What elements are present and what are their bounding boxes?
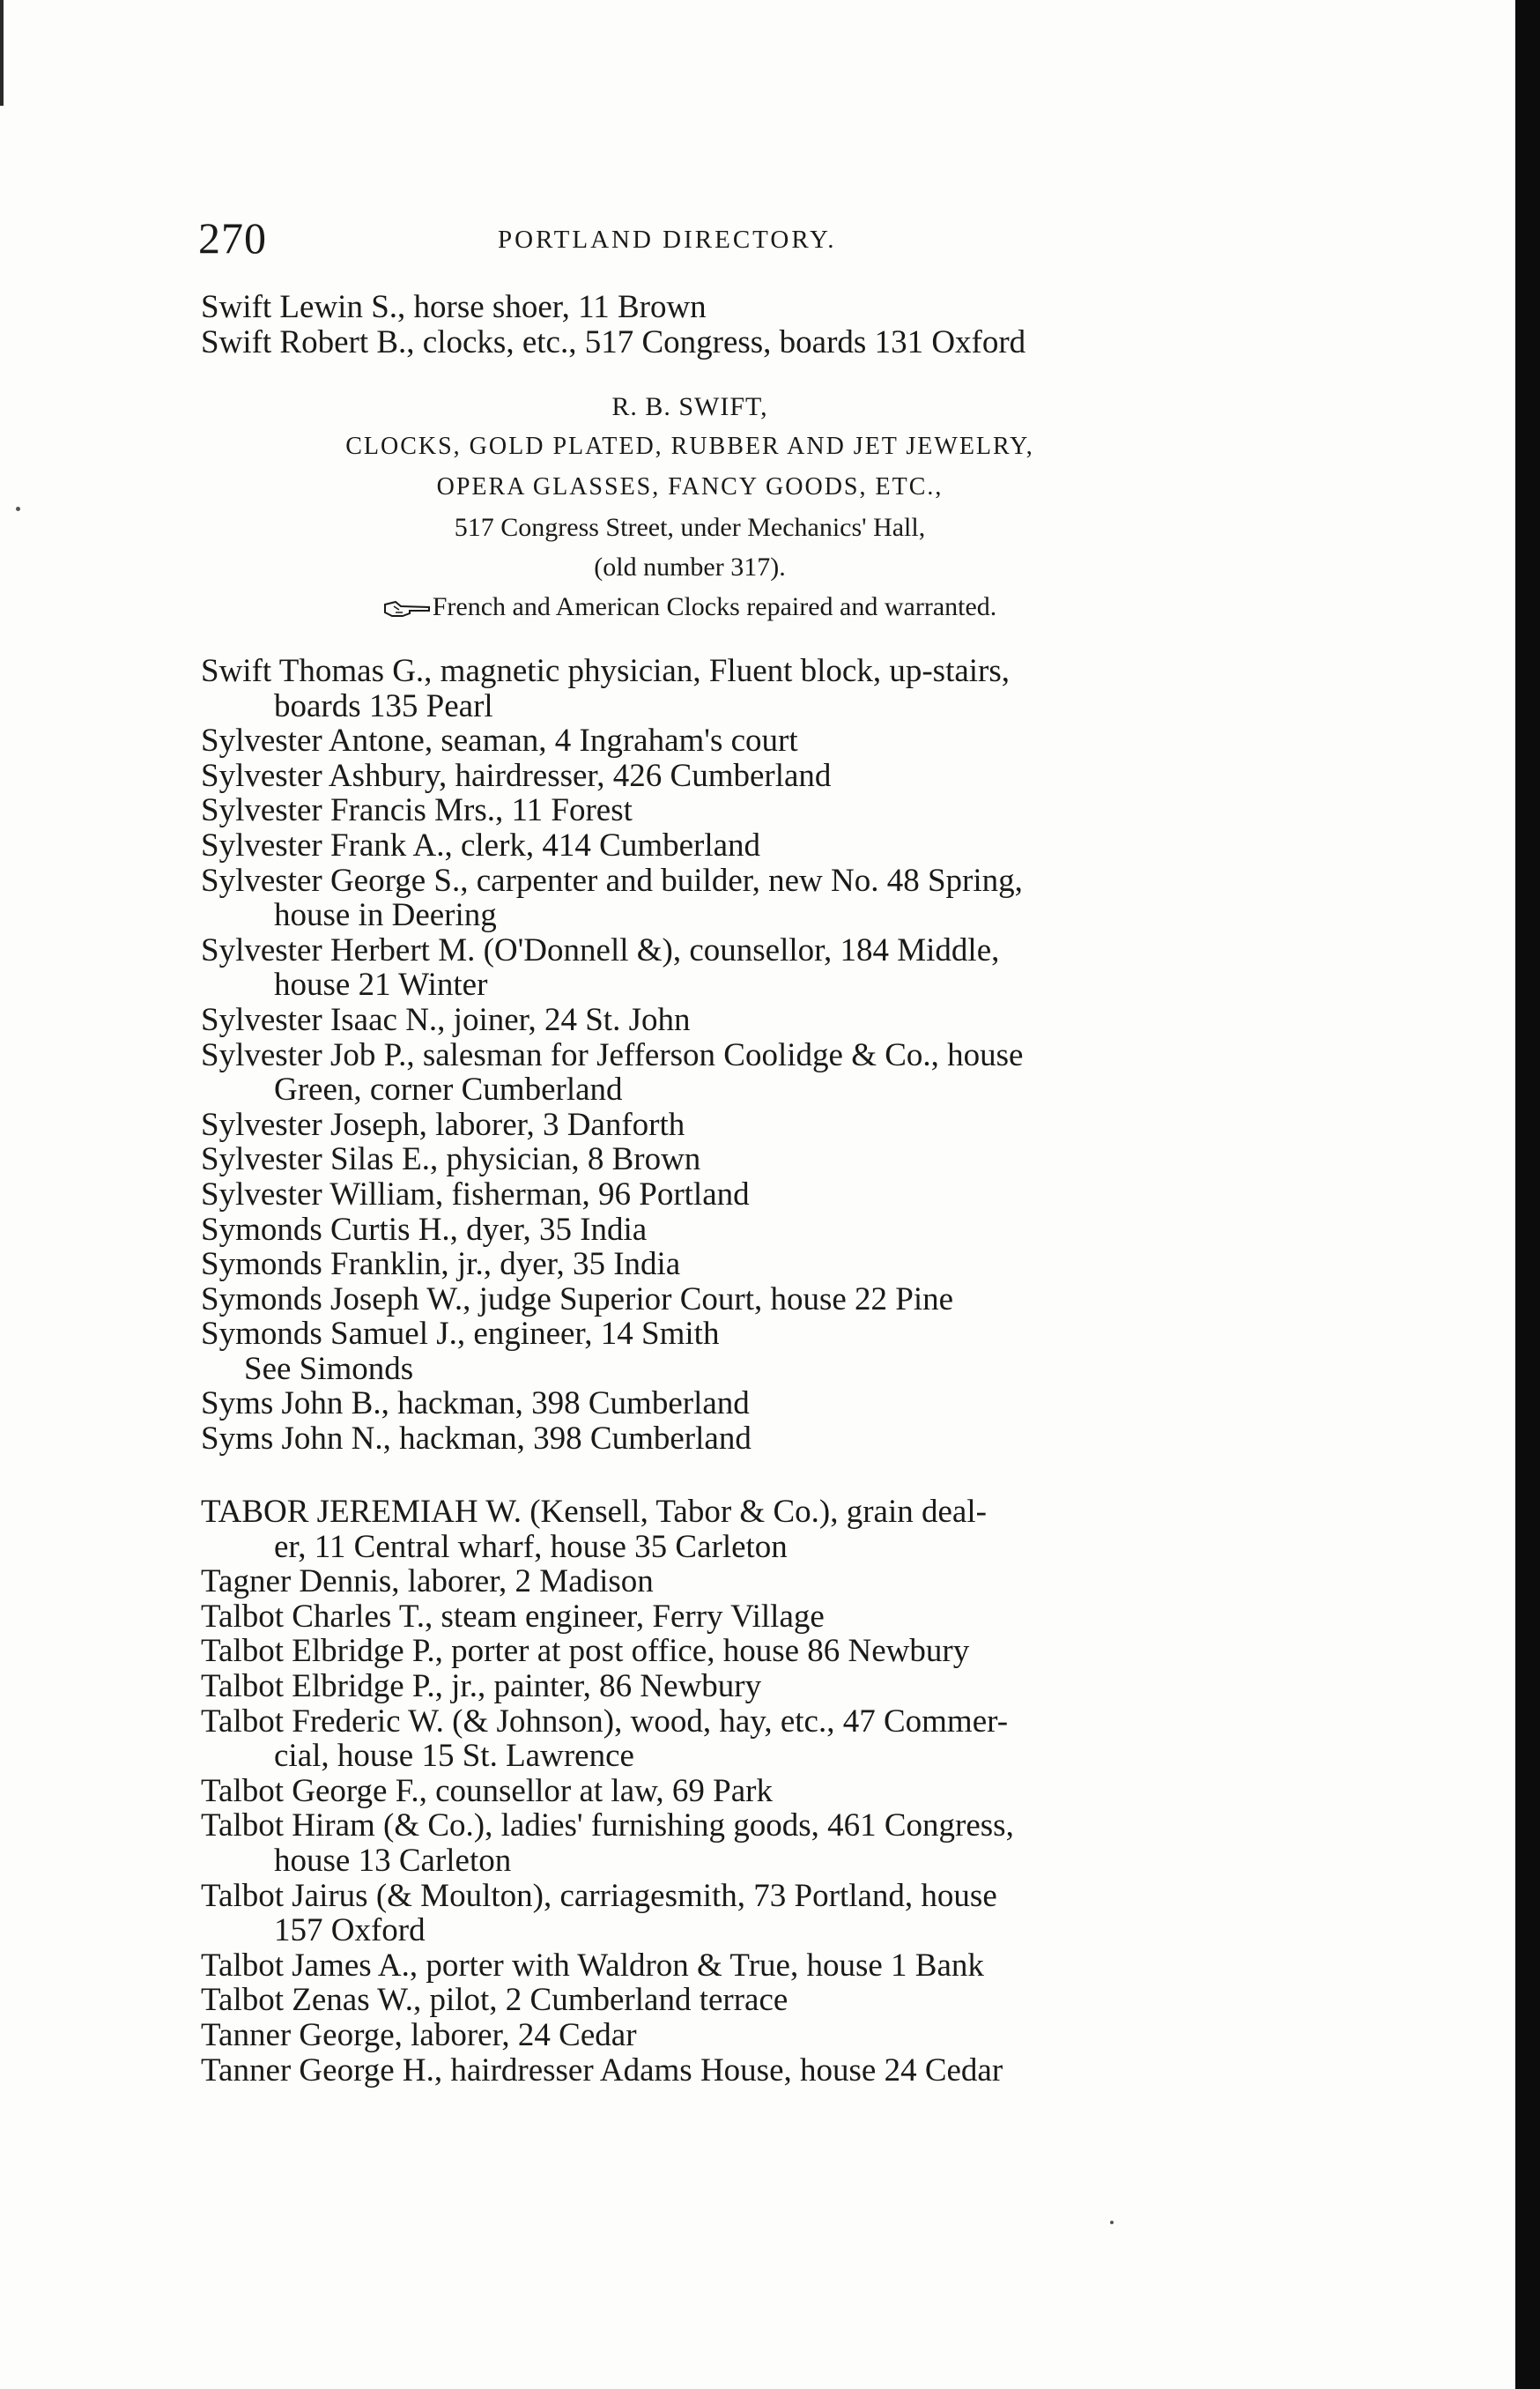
scan-right-edge: [1515, 0, 1540, 2389]
directory-entry: Sylvester Francis Mrs., 11 Forest: [201, 792, 633, 829]
directory-entry: Tagner Dennis, laborer, 2 Madison: [201, 1563, 654, 1600]
directory-entry: Sylvester Antone, seaman, 4 Ingraham's court: [201, 723, 798, 760]
directory-entry: Symonds Samuel J., engineer, 14 Smith: [201, 1316, 720, 1353]
directory-entry: Sylvester Isaac N., joiner, 24 St. John: [201, 1001, 691, 1038]
entry-continuation: See Simonds: [244, 1350, 414, 1387]
entry-continuation: house 21 Winter: [274, 967, 488, 1004]
page-header: [198, 211, 1167, 264]
directory-entry: Sylvester George S., carpenter and builder, new No. 48 Spring,: [201, 862, 1023, 899]
directory-entry: Talbot Elbridge P., porter at post office, house 86 Newbury: [201, 1633, 970, 1670]
entry-continuation: er, 11 Central wharf, house 35 Carleton: [274, 1528, 788, 1565]
ad-note: [201, 587, 1179, 627]
page-number: 270: [198, 213, 267, 263]
entry-continuation: house 13 Carleton: [274, 1842, 512, 1879]
directory-entry: Sylvester Job P., salesman for Jefferson Coolidge & Co., house: [201, 1036, 1024, 1073]
directory-entry: Sylvester Silas E., physician, 8 Brown: [201, 1141, 701, 1178]
scan-left-edge: [0, 0, 4, 106]
directory-entry: Syms John B., hackman, 398 Cumberland: [201, 1385, 750, 1422]
directory-entry: Sylvester Frank A., clerk, 414 Cumberland: [201, 827, 761, 864]
ad-address: 517 Congress Street, under Mechanics' Hall,: [454, 513, 926, 542]
directory-entry: Symonds Curtis H., dyer, 35 India: [201, 1211, 648, 1248]
directory-entry: Talbot Jairus (& Moulton), carriagesmith, 73 Portland, house: [201, 1877, 997, 1914]
directory-entry: Talbot Elbridge P., jr., painter, 86 Newbury: [201, 1667, 762, 1704]
running-head: PORTLAND DIRECTORY.: [498, 226, 837, 254]
directory-entry: Sylvester William, fisherman, 96 Portland: [201, 1176, 750, 1213]
directory-entry: Talbot James A., porter with Waldron & True, house 1 Bank: [201, 1947, 984, 1984]
directory-entry: Tanner George, laborer, 24 Cedar: [201, 2016, 637, 2053]
ad-note-text: French and American Clocks repaired and warranted.: [432, 592, 997, 621]
scan-speck: [1110, 2221, 1114, 2224]
directory-entry: Swift Lewin S., horse shoer, 11 Brown: [201, 289, 707, 325]
directory-entry: Talbot Hiram (& Co.), ladies' furnishing goods, 461 Congress,: [201, 1807, 1014, 1844]
pointing-hand-icon: [383, 599, 431, 619]
directory-entry: Talbot Charles T., steam engineer, Ferry Village: [201, 1598, 825, 1635]
directory-entry: Syms John N., hackman, 398 Cumberland: [201, 1421, 751, 1458]
entries-top: [201, 290, 1188, 360]
directory-entry: Talbot Frederic W. (& Johnson), wood, hay, etc., 47 Commer-: [201, 1703, 1009, 1740]
directory-entry: Symonds Franklin, jr., dyer, 35 India: [201, 1246, 681, 1283]
directory-entry: Sylvester Herbert M. (O'Donnell &), counsellor, 184 Middle,: [201, 931, 1000, 968]
entry-continuation: 157 Oxford: [274, 1912, 426, 1949]
ad-goods-line-2: OPERA GLASSES, FANCY GOODS, ETC.,: [436, 473, 944, 501]
directory-entry: Talbot Zenas W., pilot, 2 Cumberland terrace: [201, 1982, 789, 2019]
ad-business-name: R. B. SWIFT,: [611, 392, 768, 421]
directory-entry: Sylvester Joseph, laborer, 3 Danforth: [201, 1106, 685, 1143]
directory-entry: TABOR JEREMIAH W. (Kensell, Tabor & Co.), grain deal-: [201, 1494, 987, 1530]
ad-goods-line-1: CLOCKS, GOLD PLATED, RUBBER AND JET JEWELRY,: [345, 433, 1034, 460]
entry-continuation: Green, corner Cumberland: [274, 1072, 623, 1109]
directory-entry: Swift Thomas G., magnetic physician, Fluent block, up-stairs,: [201, 653, 1011, 689]
advertisement: [201, 388, 1179, 627]
entries-t: [201, 1495, 1188, 2088]
entry-continuation: house in Deering: [274, 897, 497, 934]
directory-entry: Talbot George F., counsellor at law, 69 Park: [201, 1772, 773, 1809]
entry-continuation: boards 135 Pearl: [274, 687, 493, 724]
directory-entry: Sylvester Ashbury, hairdresser, 426 Cumberland: [201, 757, 832, 794]
directory-entry: Swift Robert B., clocks, etc., 517 Congress, boards 131 Oxford: [201, 323, 1026, 360]
entries-s: [201, 654, 1188, 1457]
entry-continuation: cial, house 15 St. Lawrence: [274, 1738, 634, 1775]
ad-old-number: (old number 317).: [594, 553, 786, 582]
directory-entry: Tanner George H., hairdresser Adams House, house 24 Cedar: [201, 2051, 1003, 2089]
directory-entry: Symonds Joseph W., judge Superior Court, house 22 Pine: [201, 1280, 954, 1317]
scan-speck: [16, 507, 20, 511]
